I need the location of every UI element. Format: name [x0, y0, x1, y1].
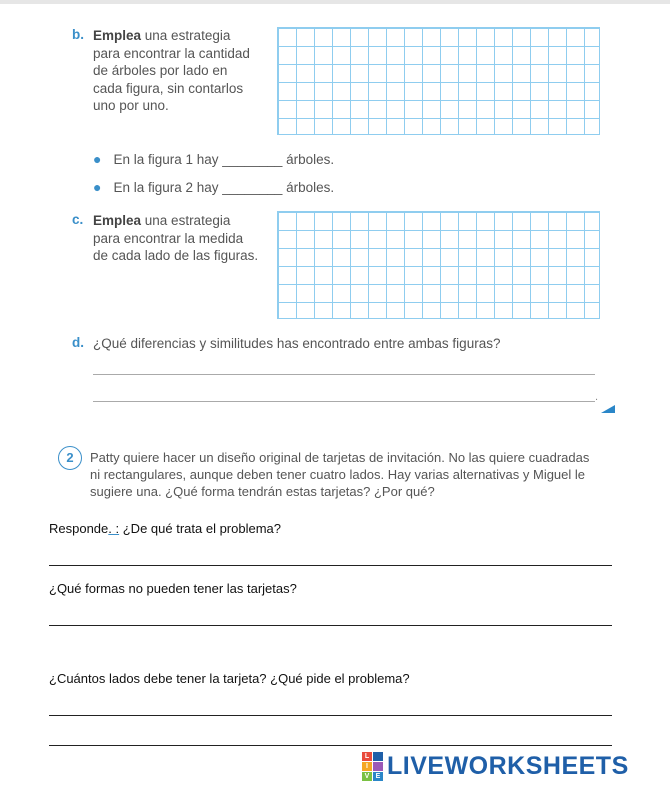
bullet-dot-icon: ●: [93, 179, 102, 195]
answer-line-3[interactable]: [49, 715, 612, 716]
answer-line-2[interactable]: [49, 625, 612, 626]
answer-line-1[interactable]: [49, 565, 612, 566]
corner-tab-icon: [601, 405, 615, 413]
section-b-text: Emplea una estrategia para encontrar la cantidad de árboles por lado en cada figura, sin contarlos uno por uno.: [93, 28, 250, 113]
response-question-3: ¿Cuántos lados debe tener la tarjeta? ¿Qué pide el problema?: [49, 671, 410, 686]
top-divider: [0, 0, 670, 4]
problem-2-text: Patty quiere hacer un diseño original de tarjetas de invitación. No las quiere cuadradas ni rectangulares, aunque deben tener cuatro lados. Hay varias alternativas y Miguel le sugiere una. ¿Qué forma tendrán estas tarjetas? ¿Por qué?: [90, 450, 590, 499]
answer-line-d-1[interactable]: [93, 374, 595, 375]
grid-area-b[interactable]: [277, 27, 600, 135]
section-c-text: Emplea una estrategia para encontrar la medida de cada lado de las figuras.: [93, 213, 259, 263]
section-d-question: ¿Qué diferencias y similitudes has encontrado entre ambas figuras?: [93, 336, 501, 351]
logo-text: LIVEWORKSHEETS: [387, 751, 629, 780]
section-c-verb: Emplea: [93, 213, 142, 228]
line-end-mark: .: [595, 391, 599, 403]
problem-number-badge: 2: [58, 446, 82, 470]
section-b-letter: b.: [72, 27, 84, 42]
section-c-letter: c.: [72, 212, 84, 227]
response-question-2: ¿Qué formas no pueden tener las tarjetas?: [49, 581, 297, 596]
answer-line-d-2[interactable]: [93, 401, 595, 402]
logo-mark-icon: L I V E: [362, 752, 383, 781]
section-b-verb: Emplea: [93, 28, 142, 43]
answer-line-4[interactable]: [49, 745, 612, 746]
bullet-figure-2: ● En la figura 2 hay ________ árboles.: [93, 179, 335, 195]
section-d-letter: d.: [72, 335, 84, 350]
grid-area-c[interactable]: [277, 211, 600, 319]
bullet-dot-icon: ●: [93, 151, 102, 167]
liveworksheets-logo: [362, 751, 629, 781]
response-question-1: Responde. : ¿De qué trata el problema?: [49, 521, 281, 536]
bullet-figure-1: ● En la figura 1 hay ________ árboles.: [93, 151, 335, 167]
blank-marker[interactable]: . :: [108, 521, 120, 536]
